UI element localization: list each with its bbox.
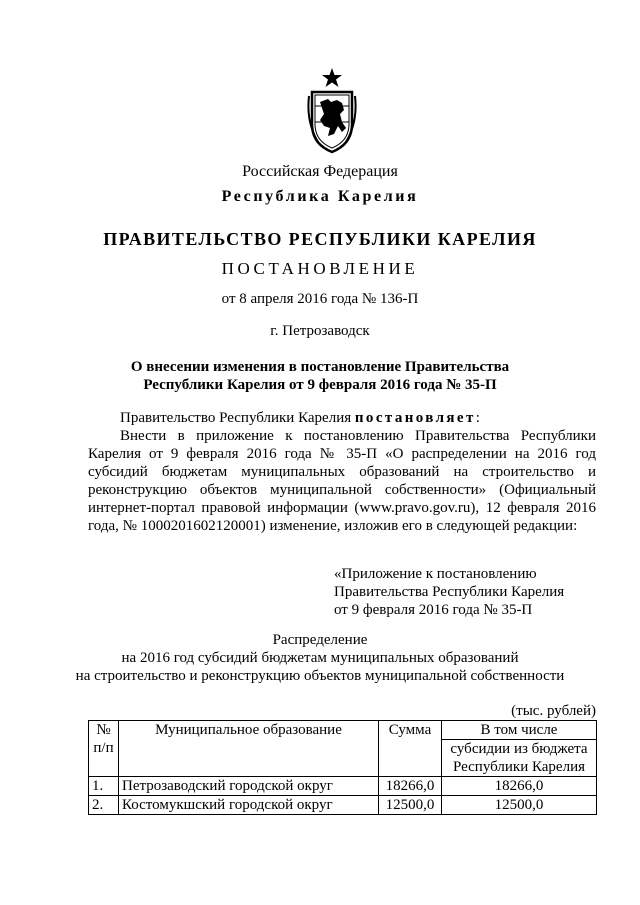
- row-name: Костомукшский городской округ: [119, 796, 379, 815]
- row-num: 2.: [89, 796, 119, 815]
- row-subsidy: 12500,0: [442, 796, 597, 815]
- subsidy-table: [88, 720, 597, 815]
- header-num: № п/п: [89, 721, 119, 777]
- document-city: г. Петрозаводск: [270, 323, 370, 339]
- coat-of-arms-icon: [306, 66, 358, 154]
- header-sum: Сумма: [379, 721, 442, 777]
- decree-paragraph: Внести в приложение к постановлению Правительства Республики Карелия от 9 февраля 2016 года № 35-П «О распределении на 2016 год субсидий бюджетам муниципальных образований на строительство и реконструкцию объектов муниципальной собственности» (Официальный интернет-портал правовой информации (www.pravo.gov.ru), 12 февраля 2016 года, № 1000201602120001) изменение, изложив его в следующей редакции:: [88, 428, 596, 534]
- row-num: 1.: [89, 777, 119, 796]
- header-municipality: Муниципальное образование: [119, 721, 379, 777]
- document-type: ПОСТАНОВЛЕНИЕ: [221, 259, 419, 278]
- row-name: Петрозаводский городской округ: [119, 777, 379, 796]
- decree-word: постановляет: [354, 410, 476, 426]
- decree-intro-end: :: [475, 410, 480, 426]
- government-title: ПРАВИТЕЛЬСТВО РЕСПУБЛИКИ КАРЕЛИЯ: [103, 229, 537, 249]
- subject-line-1: О внесении изменения в постановление Правительства: [130, 359, 510, 375]
- distribution-title: [0, 631, 640, 685]
- appendix-reference: [334, 565, 564, 619]
- republic-name: Республика Карелия: [221, 188, 419, 205]
- table-units: (тыс. рублей): [511, 703, 596, 719]
- header-subsidies: субсидии из бюджета Республики Карелия: [442, 740, 597, 777]
- document-subject: [0, 358, 640, 394]
- header-including: В том числе: [442, 721, 597, 740]
- appendix-line-3: от 9 февраля 2016 года № 35-П: [334, 602, 533, 618]
- subject-line-2: Республики Карелия от 9 февраля 2016 года № 35-П: [143, 377, 497, 393]
- appendix-line-2: Правительства Республики Карелия: [334, 584, 565, 600]
- table-row: [89, 777, 597, 796]
- row-subsidy: 18266,0: [442, 777, 597, 796]
- distribution-line-3: на строительство и реконструкцию объектов муниципальной собственности: [75, 668, 565, 684]
- document-date: от 8 апреля 2016 года № 136-П: [221, 291, 419, 307]
- row-sum: 18266,0: [379, 777, 442, 796]
- row-sum: 12500,0: [379, 796, 442, 815]
- distribution-line-2: на 2016 год субсидий бюджетам муниципальных образований: [121, 650, 519, 666]
- table-header-row: [89, 721, 597, 740]
- country-name: Российская Федерация: [242, 163, 398, 180]
- decree-intro-text: Правительство Республики Карелия: [120, 410, 355, 426]
- table-row: [89, 796, 597, 815]
- appendix-line-1: «Приложение к постановлению: [334, 566, 537, 582]
- decree-intro: [88, 409, 596, 427]
- distribution-line-1: Распределение: [272, 632, 368, 648]
